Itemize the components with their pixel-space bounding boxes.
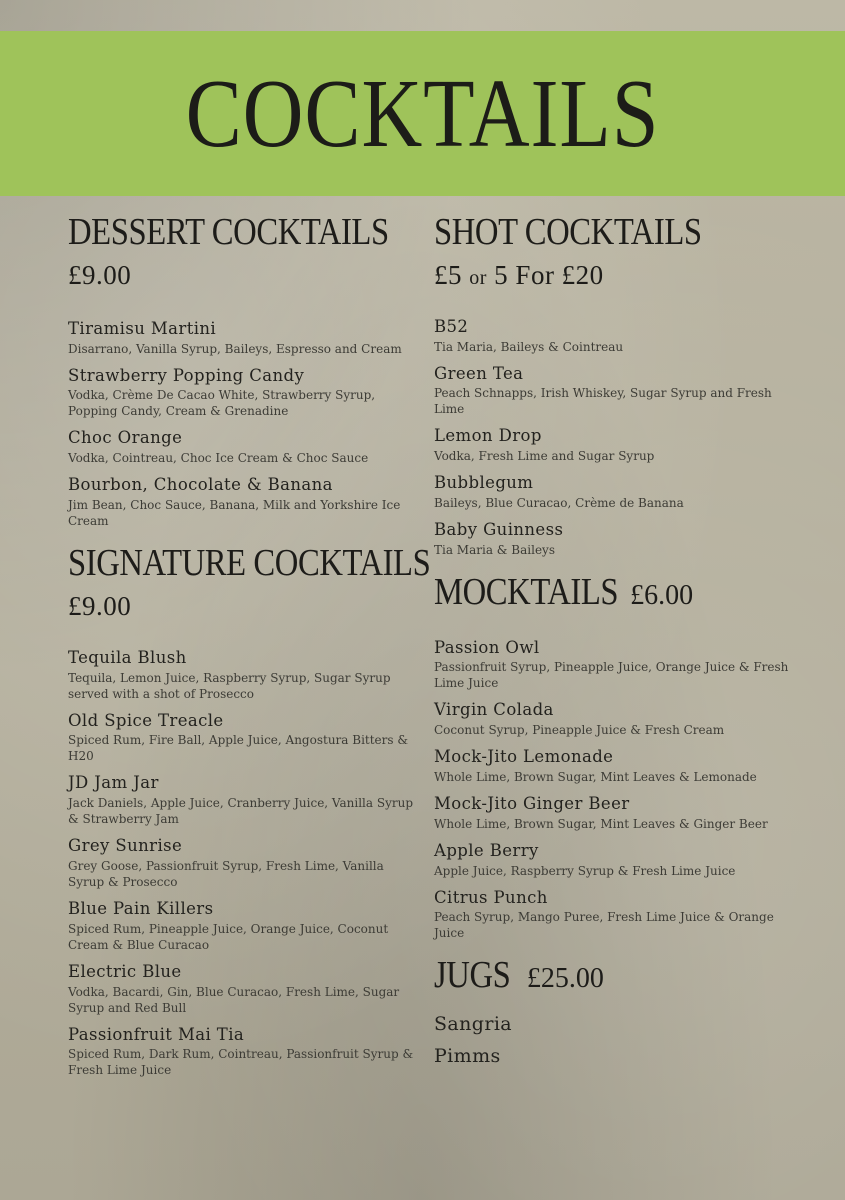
item-name: Old Spice Treacle [68, 710, 224, 730]
item-desc: Baileys, Blue Curacao, Crème de Banana [434, 495, 684, 510]
item-desc: Peach Syrup, Mango Puree, Fresh Lime Juice & Orange Juice [434, 910, 774, 941]
menu-item [434, 520, 794, 558]
menu-item [68, 366, 420, 420]
jugs-items [434, 1013, 794, 1067]
page-title: COCKTAILS [185, 59, 660, 168]
item-desc: Spiced Rum, Pineapple Juice, Orange Juice, Coconut Cream & Blue Curacao [68, 921, 389, 952]
item-name: Strawberry Popping Candy [68, 365, 305, 385]
menu-item [434, 317, 794, 355]
jugs-title: JUGS [434, 954, 511, 997]
dessert-section [68, 212, 420, 529]
signature-section [68, 541, 431, 1078]
menu-item [68, 319, 420, 357]
menu-item [68, 836, 420, 890]
item-desc: Vodka, Cointreau, Choc Ice Cream & Choc Sauce [68, 451, 369, 466]
menu-item [434, 473, 794, 511]
item-desc: Whole Lime, Brown Sugar, Mint Leaves & Lemonade [434, 769, 757, 784]
shot-price-bundle: 5 For £20 [494, 259, 604, 290]
menu-item [434, 794, 794, 832]
item-name: Grey Sunrise [68, 836, 183, 856]
signature-price: £9.00 [68, 590, 132, 621]
item-name: Mock-Jito Lemonade [434, 747, 614, 767]
menu-item [68, 428, 420, 466]
shot-section [434, 212, 794, 558]
dessert-items [68, 319, 420, 529]
item-desc: Jim Bean, Choc Sauce, Banana, Milk and Yorkshire Ice Cream [68, 497, 401, 528]
menu-item [68, 962, 420, 1016]
item-desc: Vodka, Fresh Lime and Sugar Syrup [434, 449, 655, 464]
item-name: Citrus Punch [434, 887, 548, 907]
item-name: Electric Blue [68, 961, 182, 981]
item-desc: Peach Schnapps, Irish Whiskey, Sugar Syrup and Fresh Lime [434, 386, 772, 417]
jugs-header [434, 955, 794, 997]
item-name: Tequila Blush [68, 647, 187, 667]
menu-item [68, 475, 420, 529]
mocktails-section [434, 572, 794, 942]
menu-item [434, 888, 794, 942]
menu-item [434, 364, 794, 418]
item-desc: Tia Maria, Baileys & Cointreau [434, 339, 624, 354]
item-name: Tiramisu Martini [68, 318, 217, 338]
menu-item [434, 841, 794, 879]
jugs-price: £25.00 [526, 963, 604, 995]
item-name: Mock-Jito Ginger Beer [434, 793, 630, 813]
menu-item [434, 638, 794, 692]
shot-price [434, 260, 794, 291]
item-desc: Apple Juice, Raspberry Syrup & Fresh Lime Juice [434, 863, 736, 878]
item-name: Passion Owl [434, 637, 540, 657]
jug-item: Pimms [434, 1045, 501, 1068]
item-desc: Grey Goose, Passionfruit Syrup, Fresh Lime, Vanilla Syrup & Prosecco [68, 858, 384, 889]
item-desc: Jack Daniels, Apple Juice, Cranberry Juice, Vanilla Syrup & Strawberry Jam [68, 796, 414, 827]
menu-item [434, 747, 794, 785]
item-name: JD Jam Jar [68, 773, 159, 793]
item-desc: Passionfruit Syrup, Pineapple Juice, Orange Juice & Fresh Lime Juice [434, 660, 789, 691]
jug-item: Sangria [434, 1013, 513, 1036]
jugs-section [434, 955, 794, 1067]
left-column [68, 211, 431, 1087]
menu-item [68, 899, 420, 953]
dessert-title: DESSERT COCKTAILS [68, 211, 389, 253]
shot-price-single: £5 [434, 259, 462, 290]
menu-item [68, 648, 420, 702]
item-name: Apple Berry [434, 840, 539, 860]
header-banner [0, 31, 845, 196]
mocktails-price: £6.00 [630, 579, 694, 611]
mocktails-header [434, 572, 794, 614]
menu-item [434, 426, 794, 464]
item-name: Choc Orange [68, 428, 183, 448]
item-desc: Coconut Syrup, Pineapple Juice & Fresh Cream [434, 723, 725, 738]
item-name: Lemon Drop [434, 426, 542, 446]
menu-item [434, 700, 794, 738]
mocktails-items [434, 638, 794, 942]
item-desc: Disarrano, Vanilla Syrup, Baileys, Espresso and Cream [68, 341, 402, 356]
item-name: B52 [434, 316, 469, 336]
item-name: Passionfruit Mai Tia [68, 1024, 245, 1044]
item-name: Blue Pain Killers [68, 898, 214, 918]
menu-item [68, 1025, 420, 1079]
menu-item [68, 773, 420, 827]
menu-item [68, 711, 420, 765]
item-name: Bourbon, Chocolate & Banana [68, 475, 333, 495]
shot-items [434, 317, 794, 558]
item-desc: Vodka, Crème De Cacao White, Strawberry Syrup, Popping Candy, Cream & Grenadine [68, 388, 376, 419]
item-desc: Tia Maria & Baileys [434, 542, 555, 557]
item-desc: Vodka, Bacardi, Gin, Blue Curacao, Fresh Lime, Sugar Syrup and Red Bull [68, 984, 400, 1015]
dessert-price: £9.00 [68, 259, 132, 290]
shot-price-or: or [469, 266, 487, 289]
item-name: Baby Guinness [434, 519, 564, 539]
item-desc: Spiced Rum, Dark Rum, Cointreau, Passionfruit Syrup & Fresh Lime Juice [68, 1047, 414, 1078]
shot-title: SHOT COCKTAILS [434, 211, 702, 253]
signature-items [68, 648, 420, 1079]
right-column [434, 212, 794, 1077]
item-name: Virgin Colada [434, 700, 554, 720]
item-desc: Tequila, Lemon Juice, Raspberry Syrup, Sugar Syrup served with a shot of Prosecco [68, 670, 391, 701]
mocktails-title: MOCKTAILS [434, 570, 619, 613]
signature-title: SIGNATURE COCKTAILS [68, 541, 431, 584]
item-name: Bubblegum [434, 473, 534, 493]
item-desc: Whole Lime, Brown Sugar, Mint Leaves & Ginger Beer [434, 816, 768, 831]
item-desc: Spiced Rum, Fire Ball, Apple Juice, Angostura Bitters & H20 [68, 733, 409, 764]
item-name: Green Tea [434, 363, 524, 383]
